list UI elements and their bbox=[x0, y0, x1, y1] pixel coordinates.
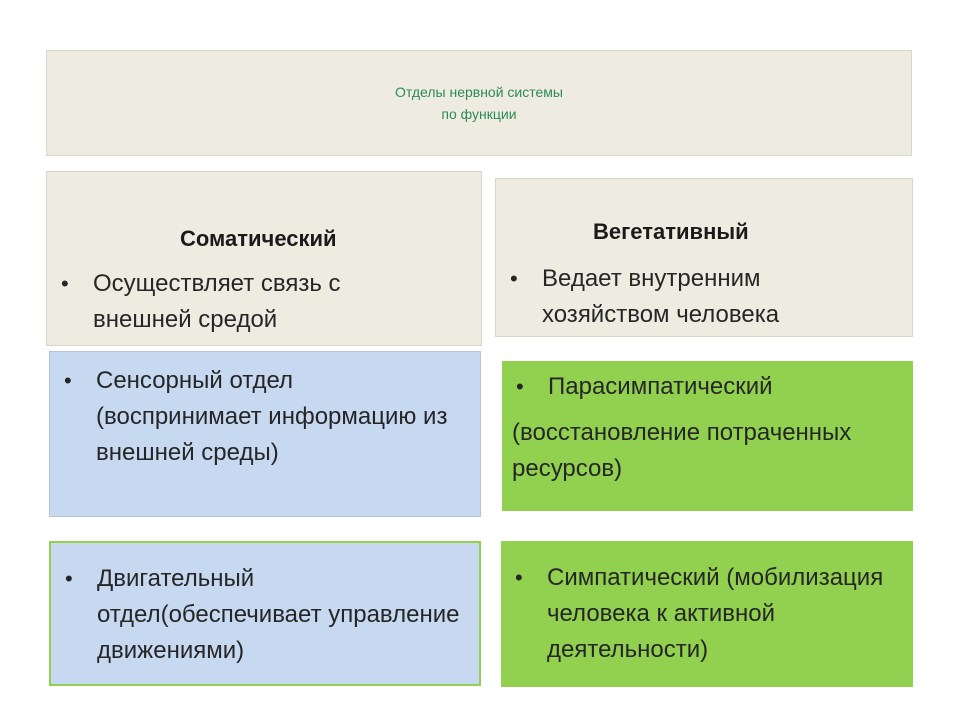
vegetative-heading: Вегетативный bbox=[593, 219, 749, 244]
bullet-icon: • bbox=[64, 368, 72, 393]
bullet-icon: • bbox=[65, 566, 73, 591]
somatic-heading: Соматический bbox=[180, 226, 337, 251]
sensory-box bbox=[49, 351, 481, 517]
title-line-1: Отделы нервной системы bbox=[395, 84, 563, 100]
parasympathetic-box bbox=[502, 361, 913, 511]
sympathetic-bullet-row bbox=[501, 560, 906, 668]
bullet-icon: • bbox=[515, 565, 523, 590]
diagram-title bbox=[395, 81, 563, 125]
parasympathetic-bullet-row bbox=[502, 369, 902, 405]
somatic-bullet-row bbox=[47, 266, 407, 338]
title-line-2: по функции bbox=[441, 106, 517, 122]
vegetative-description: Ведает внутренним хозяйством человека bbox=[542, 265, 780, 328]
motor-bullet-row bbox=[51, 561, 471, 669]
vegetative-bullet-row bbox=[496, 261, 846, 333]
somatic-box bbox=[46, 171, 482, 346]
vegetative-box bbox=[495, 178, 913, 337]
title-box bbox=[46, 50, 912, 156]
somatic-description: Осуществляет связь с внешней средой bbox=[93, 270, 341, 333]
parasympathetic-label: Парасимпатический bbox=[548, 373, 773, 400]
bullet-icon: • bbox=[516, 374, 524, 399]
bullet-icon: • bbox=[510, 266, 518, 291]
sympathetic-box bbox=[501, 541, 913, 687]
motor-box bbox=[49, 541, 481, 686]
sensory-bullet-row bbox=[50, 363, 460, 471]
parasympathetic-note: (восстановление потраченных ресурсов) bbox=[512, 419, 852, 482]
sensory-description: Сенсорный отдел (воспринимает информацию из внешней среды) bbox=[96, 367, 448, 466]
sympathetic-description: Симпатический (мобилизация человека к активной деятельности) bbox=[547, 564, 884, 663]
motor-description: Двигательный отдел(обеспечивает управление движениями) bbox=[97, 565, 460, 664]
bullet-icon: • bbox=[61, 271, 69, 296]
